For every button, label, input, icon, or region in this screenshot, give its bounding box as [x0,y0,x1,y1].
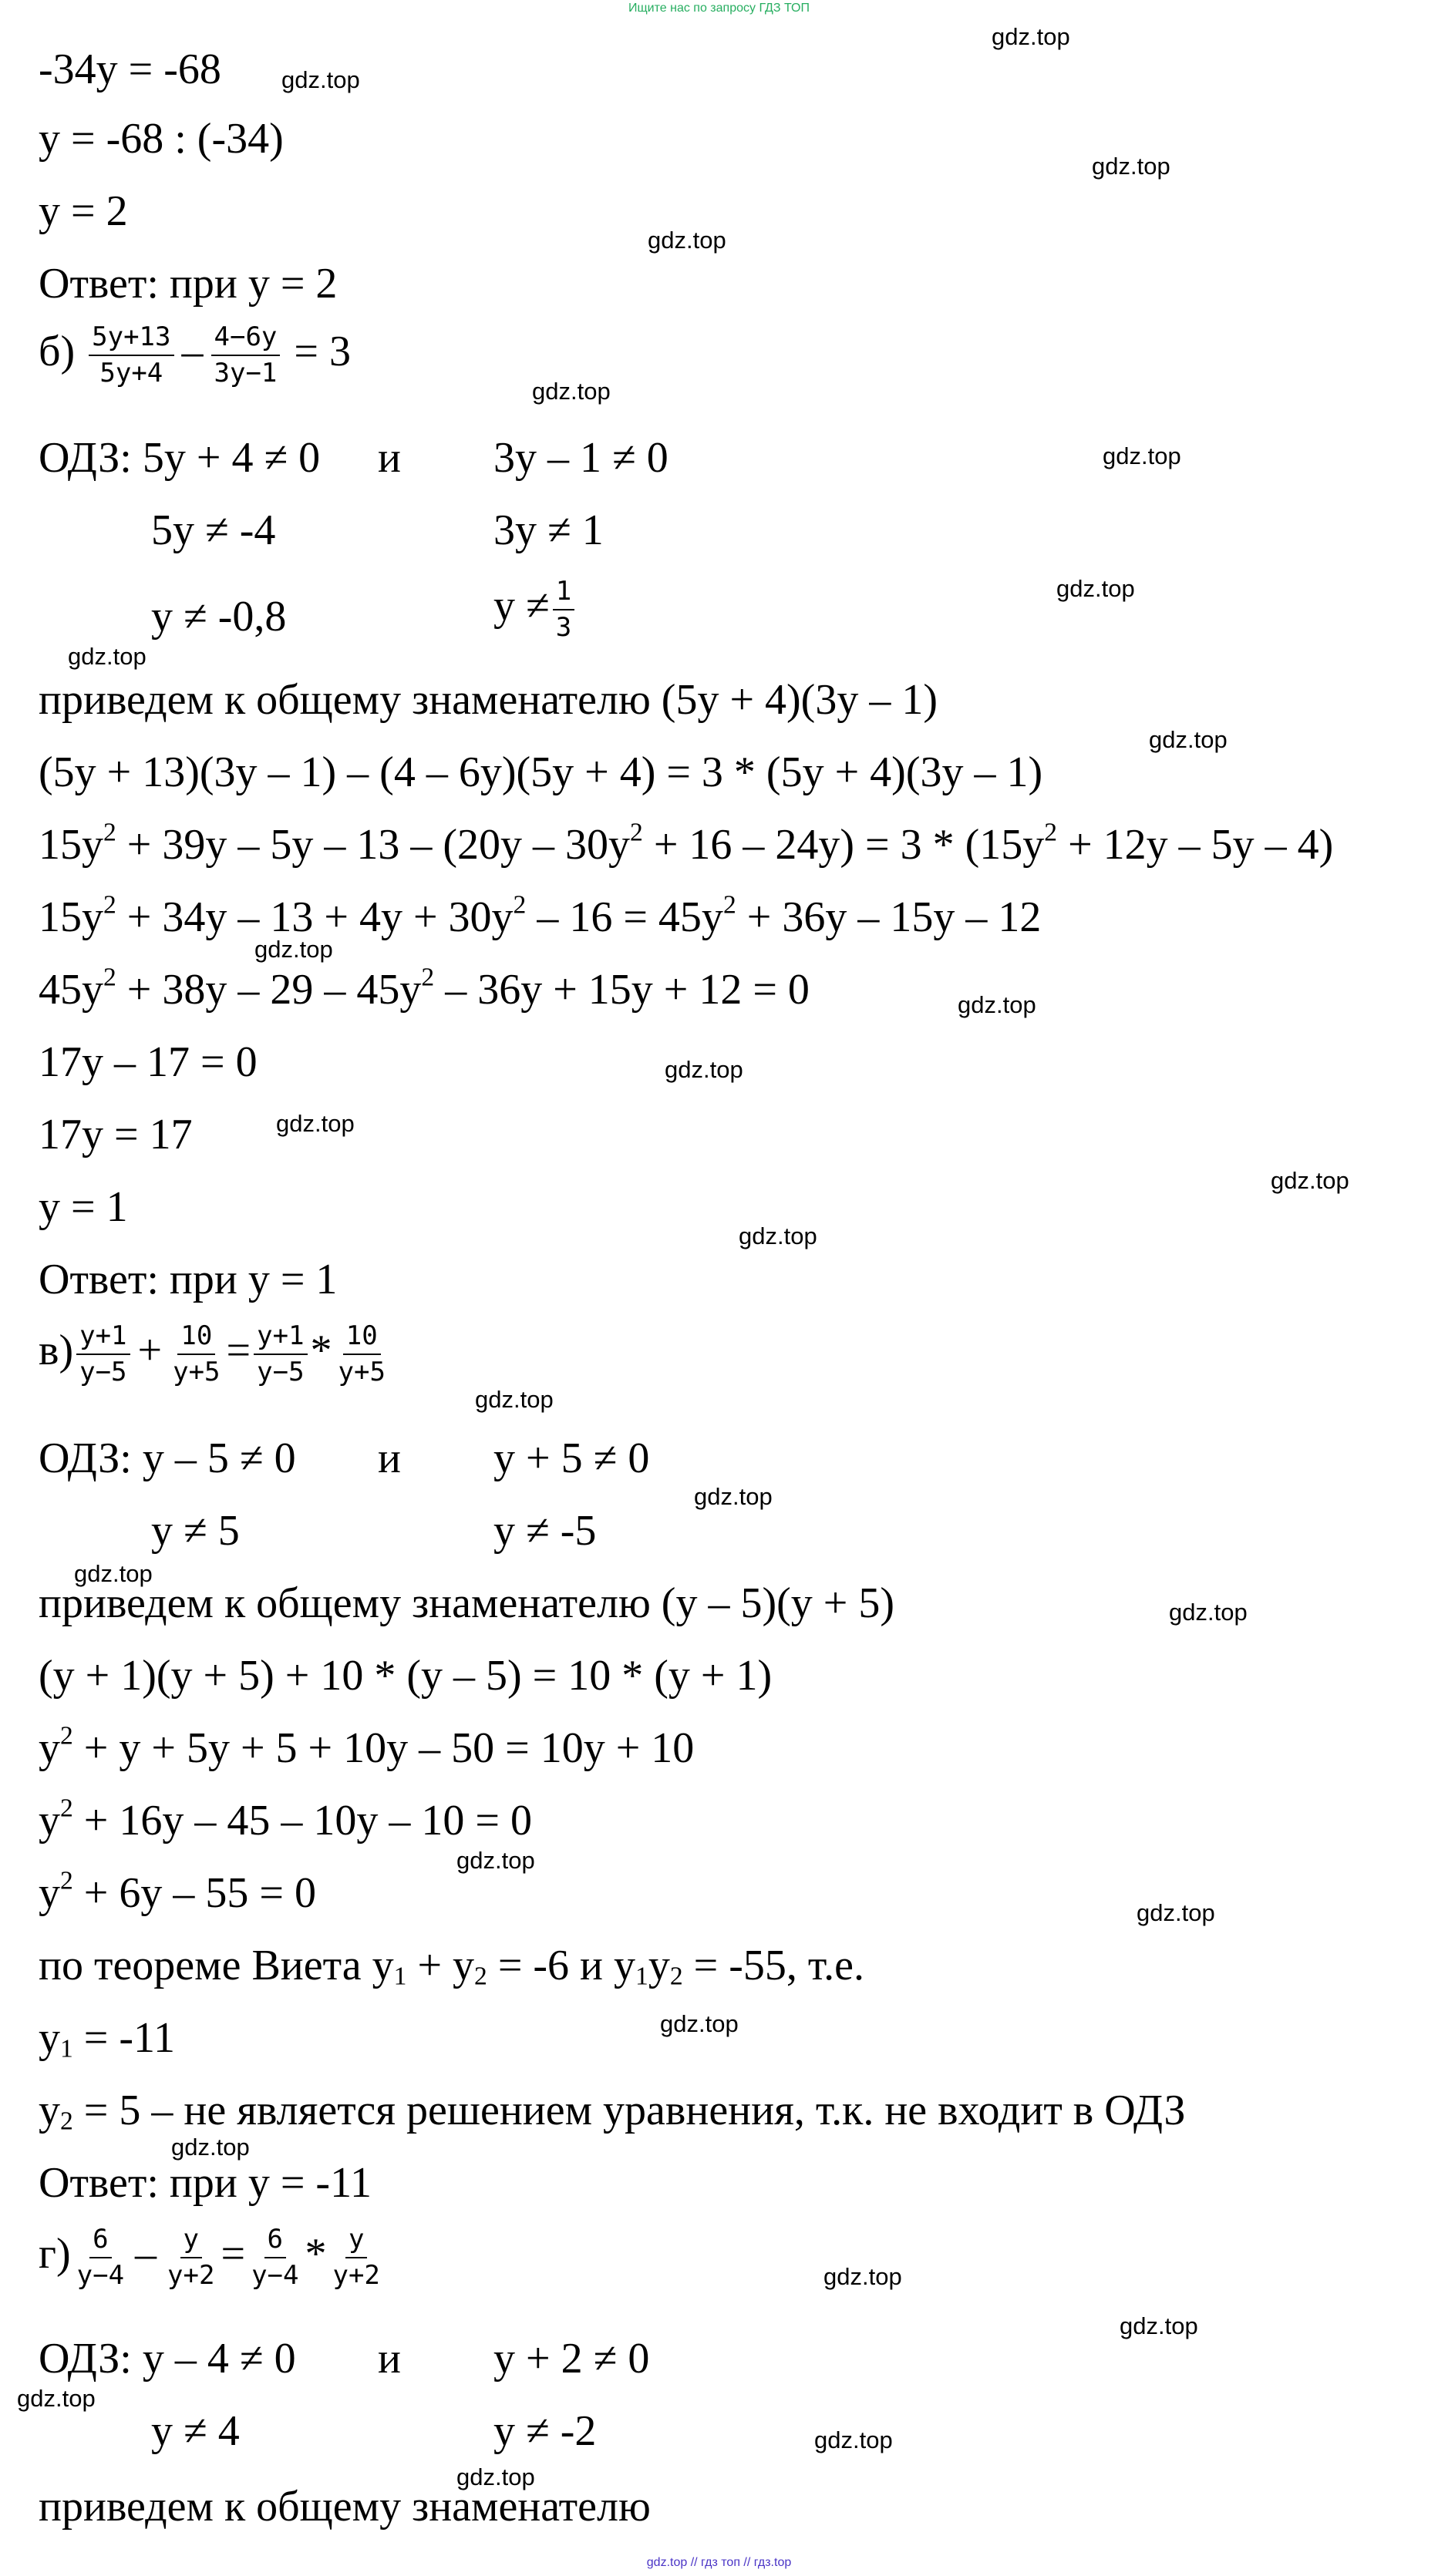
numerator: 4−6y [211,322,281,356]
part-label: б) [39,327,76,375]
numerator: 1 [553,577,574,610]
term: y [39,1797,60,1845]
text-line: приведем к общему знаменателю (y – 5)(y + 5) [39,1579,894,1627]
fraction [164,2225,217,2291]
term: + 38y – 29 – 45y [116,966,422,1014]
term: 45y [39,966,103,1014]
equation-line: y = 2 [39,187,128,235]
term: y [39,1869,60,1917]
superscript: 2 [103,818,116,847]
term: 15y [39,893,103,941]
operator: * [310,1326,332,1374]
watermark: gdz.top [532,378,611,405]
denominator: y+2 [332,2260,380,2292]
term: + 39y – 5y – 13 – (20y – 30y [116,821,631,869]
fraction [211,322,281,388]
watermark: gdz.top [665,1056,743,1083]
odz-line: y ≠ 5 [151,1507,240,1555]
watermark: gdz.top [1149,726,1228,753]
text-line [39,2087,1186,2136]
term: y [39,2087,60,2134]
term: по теореме Виета y [39,1942,394,1989]
watermark: gdz.top [660,2010,739,2037]
answer-line: Ответ: при y = -11 [39,2159,372,2207]
fraction [74,2225,127,2291]
odz-line: y ≠ 4 [151,2407,240,2455]
subscript: 2 [60,2107,73,2136]
watermark: gdz.top [992,23,1070,50]
operator: = [226,1326,251,1374]
odz-line: y ≠ -5 [493,1507,597,1555]
term: + 16 – 24y) = 3 * (15y [642,821,1045,869]
denominator: y−4 [251,2260,299,2292]
operator: * [305,2229,327,2278]
odz-line: ОДЗ: 5y + 4 ≠ 0 [39,434,321,482]
term: – 36y + 15y + 12 = 0 [434,966,810,1014]
watermark: gdz.top [694,1483,773,1510]
term: + y [406,1942,475,1989]
equation-line [39,818,1334,869]
subscript: 1 [60,2034,73,2063]
superscript: 2 [103,890,116,920]
term: = -55, т.е. [682,1942,864,1989]
term: + 16y – 45 – 10y – 10 = 0 [72,1797,532,1845]
watermark: gdz.top [281,66,360,93]
superscript: 2 [60,1721,73,1750]
equation-line: y = -68 : (-34) [39,115,284,163]
equation-line: y = 1 [39,1183,128,1231]
superscript: 2 [722,890,736,920]
subscript: 2 [474,1962,487,1991]
part-label: г) [39,2229,71,2278]
fraction [254,1321,307,1387]
watermark: gdz.top [68,643,146,670]
equation-line [39,963,810,1014]
text-line: приведем к общему знаменателю [39,2483,651,2531]
odz-and: и [378,434,401,482]
numerator: 6 [264,2225,286,2258]
denominator: y−4 [76,2260,125,2292]
watermark: gdz.top [456,1847,535,1874]
watermark: gdz.top [814,2426,893,2453]
answer-line: Ответ: при y = 2 [39,260,338,308]
denominator: y+5 [173,1357,221,1388]
fraction [76,1321,130,1387]
rhs: = 3 [294,327,351,375]
term: = -6 и y [487,1942,636,1989]
denominator: 3y−1 [214,358,278,389]
numerator: y+1 [76,1321,130,1355]
term: y [648,1942,670,1989]
term: – 16 = 45y [526,893,723,941]
odz-line: y ≠ -0,8 [151,593,287,641]
odz-line: ОДЗ: y – 4 ≠ 0 [39,2335,296,2383]
watermark: gdz.top [171,2134,250,2161]
odz-line: y + 2 ≠ 0 [493,2335,650,2383]
term: + 36y – 15y – 12 [736,893,1042,941]
superscript: 2 [1044,818,1058,847]
top-banner: Ищите нас по запросу ГДЗ ТОП [628,2,810,15]
watermark: gdz.top [1271,1167,1349,1194]
equation-g [39,2225,386,2291]
part-label: в) [39,1326,74,1374]
superscript: 2 [60,1794,73,1823]
watermark: gdz.top [648,227,726,254]
numerator: y [180,2225,202,2258]
operator: = [221,2229,246,2278]
watermark: gdz.top [17,2385,96,2412]
odz-line [493,577,578,643]
equation-line [39,2014,175,2063]
term: + 12y – 5y – 4) [1057,821,1334,869]
equation-line [39,1721,695,1772]
equation-line [39,1794,532,1845]
odz-line: ОДЗ: y – 5 ≠ 0 [39,1434,296,1482]
denominator: y−5 [79,1357,127,1388]
odz-and: и [378,1434,401,1482]
term: + 6y – 55 = 0 [72,1869,316,1917]
watermark: gdz.top [958,991,1036,1018]
superscript: 2 [421,963,435,992]
numerator: 5y+13 [89,322,173,356]
fraction [329,2225,382,2291]
watermark: gdz.top [1092,153,1170,180]
odz-line: y ≠ -2 [493,2407,597,2455]
equation-line: (y + 1)(y + 5) + 10 * (y – 5) = 10 * (y + 1) [39,1652,773,1700]
bottom-banner: gdz.top // гдз топ // гдз.top [646,2556,792,2569]
denominator: 3 [555,612,572,644]
term: 15y [39,821,103,869]
watermark: gdz.top [475,1386,554,1413]
fraction [170,1321,223,1387]
odz-line: 3y ≠ 1 [493,506,604,554]
fraction [89,322,173,388]
numerator: 6 [89,2225,111,2258]
term: + y + 5y + 5 + 10y – 50 = 10y + 10 [72,1724,695,1772]
subscript: 1 [635,1962,648,1991]
denominator: 5y+4 [99,358,163,389]
answer-line: Ответ: при y = 1 [39,1256,338,1303]
equation-b [39,322,351,388]
watermark: gdz.top [254,936,333,963]
operator: – [181,327,204,375]
equation-line: 17y – 17 = 0 [39,1038,258,1086]
superscript: 2 [60,1866,73,1895]
odz-text: y ≠ [493,581,550,630]
watermark: gdz.top [276,1110,355,1137]
text-line: приведем к общему знаменателю (5y + 4)(3y – 1) [39,676,938,724]
term: = 5 – не является решением уравнения, т.к. не входит в ОДЗ [72,2087,1186,2134]
subscript: 1 [393,1962,407,1991]
fraction [248,2225,301,2291]
superscript: 2 [630,818,643,847]
equation-line: (5y + 13)(3y – 1) – (4 – 6y)(5y + 4) = 3 * (5y + 4)(3y – 1) [39,748,1043,796]
term: y [39,1724,60,1772]
watermark: gdz.top [1169,1599,1248,1626]
denominator: y+5 [338,1357,386,1388]
watermark: gdz.top [1103,442,1181,469]
term: = -11 [72,2014,175,2062]
term: + 34y – 13 + 4y + 30y [116,893,514,941]
watermark: gdz.top [456,2463,535,2490]
equation-line [39,890,1042,941]
operator: – [135,2229,157,2278]
numerator: y [345,2225,367,2258]
watermark: gdz.top [1137,1899,1215,1926]
odz-line: y + 5 ≠ 0 [493,1434,650,1482]
superscript: 2 [513,890,527,920]
operator: + [137,1326,163,1374]
numerator: y+1 [254,1321,307,1355]
watermark: gdz.top [1056,575,1135,602]
watermark: gdz.top [823,2263,902,2290]
watermark: gdz.top [74,1560,153,1587]
watermark: gdz.top [1120,2312,1198,2339]
numerator: 10 [343,1321,381,1355]
odz-and: и [378,2335,401,2383]
odz-line: 5y ≠ -4 [151,506,276,554]
subscript: 2 [669,1962,683,1991]
fraction [335,1321,389,1387]
watermark: gdz.top [739,1222,817,1249]
odz-line: 3y – 1 ≠ 0 [493,434,668,482]
denominator: y+2 [167,2260,215,2292]
text-line [39,1942,864,1991]
equation-line [39,1866,316,1917]
term: y [39,2014,60,2062]
superscript: 2 [103,963,116,992]
denominator: y−5 [257,1357,305,1388]
fraction [553,577,574,643]
equation-v [39,1321,392,1387]
numerator: 10 [177,1321,215,1355]
equation-line: 17y = 17 [39,1111,193,1159]
equation-line: -34y = -68 [39,45,221,93]
